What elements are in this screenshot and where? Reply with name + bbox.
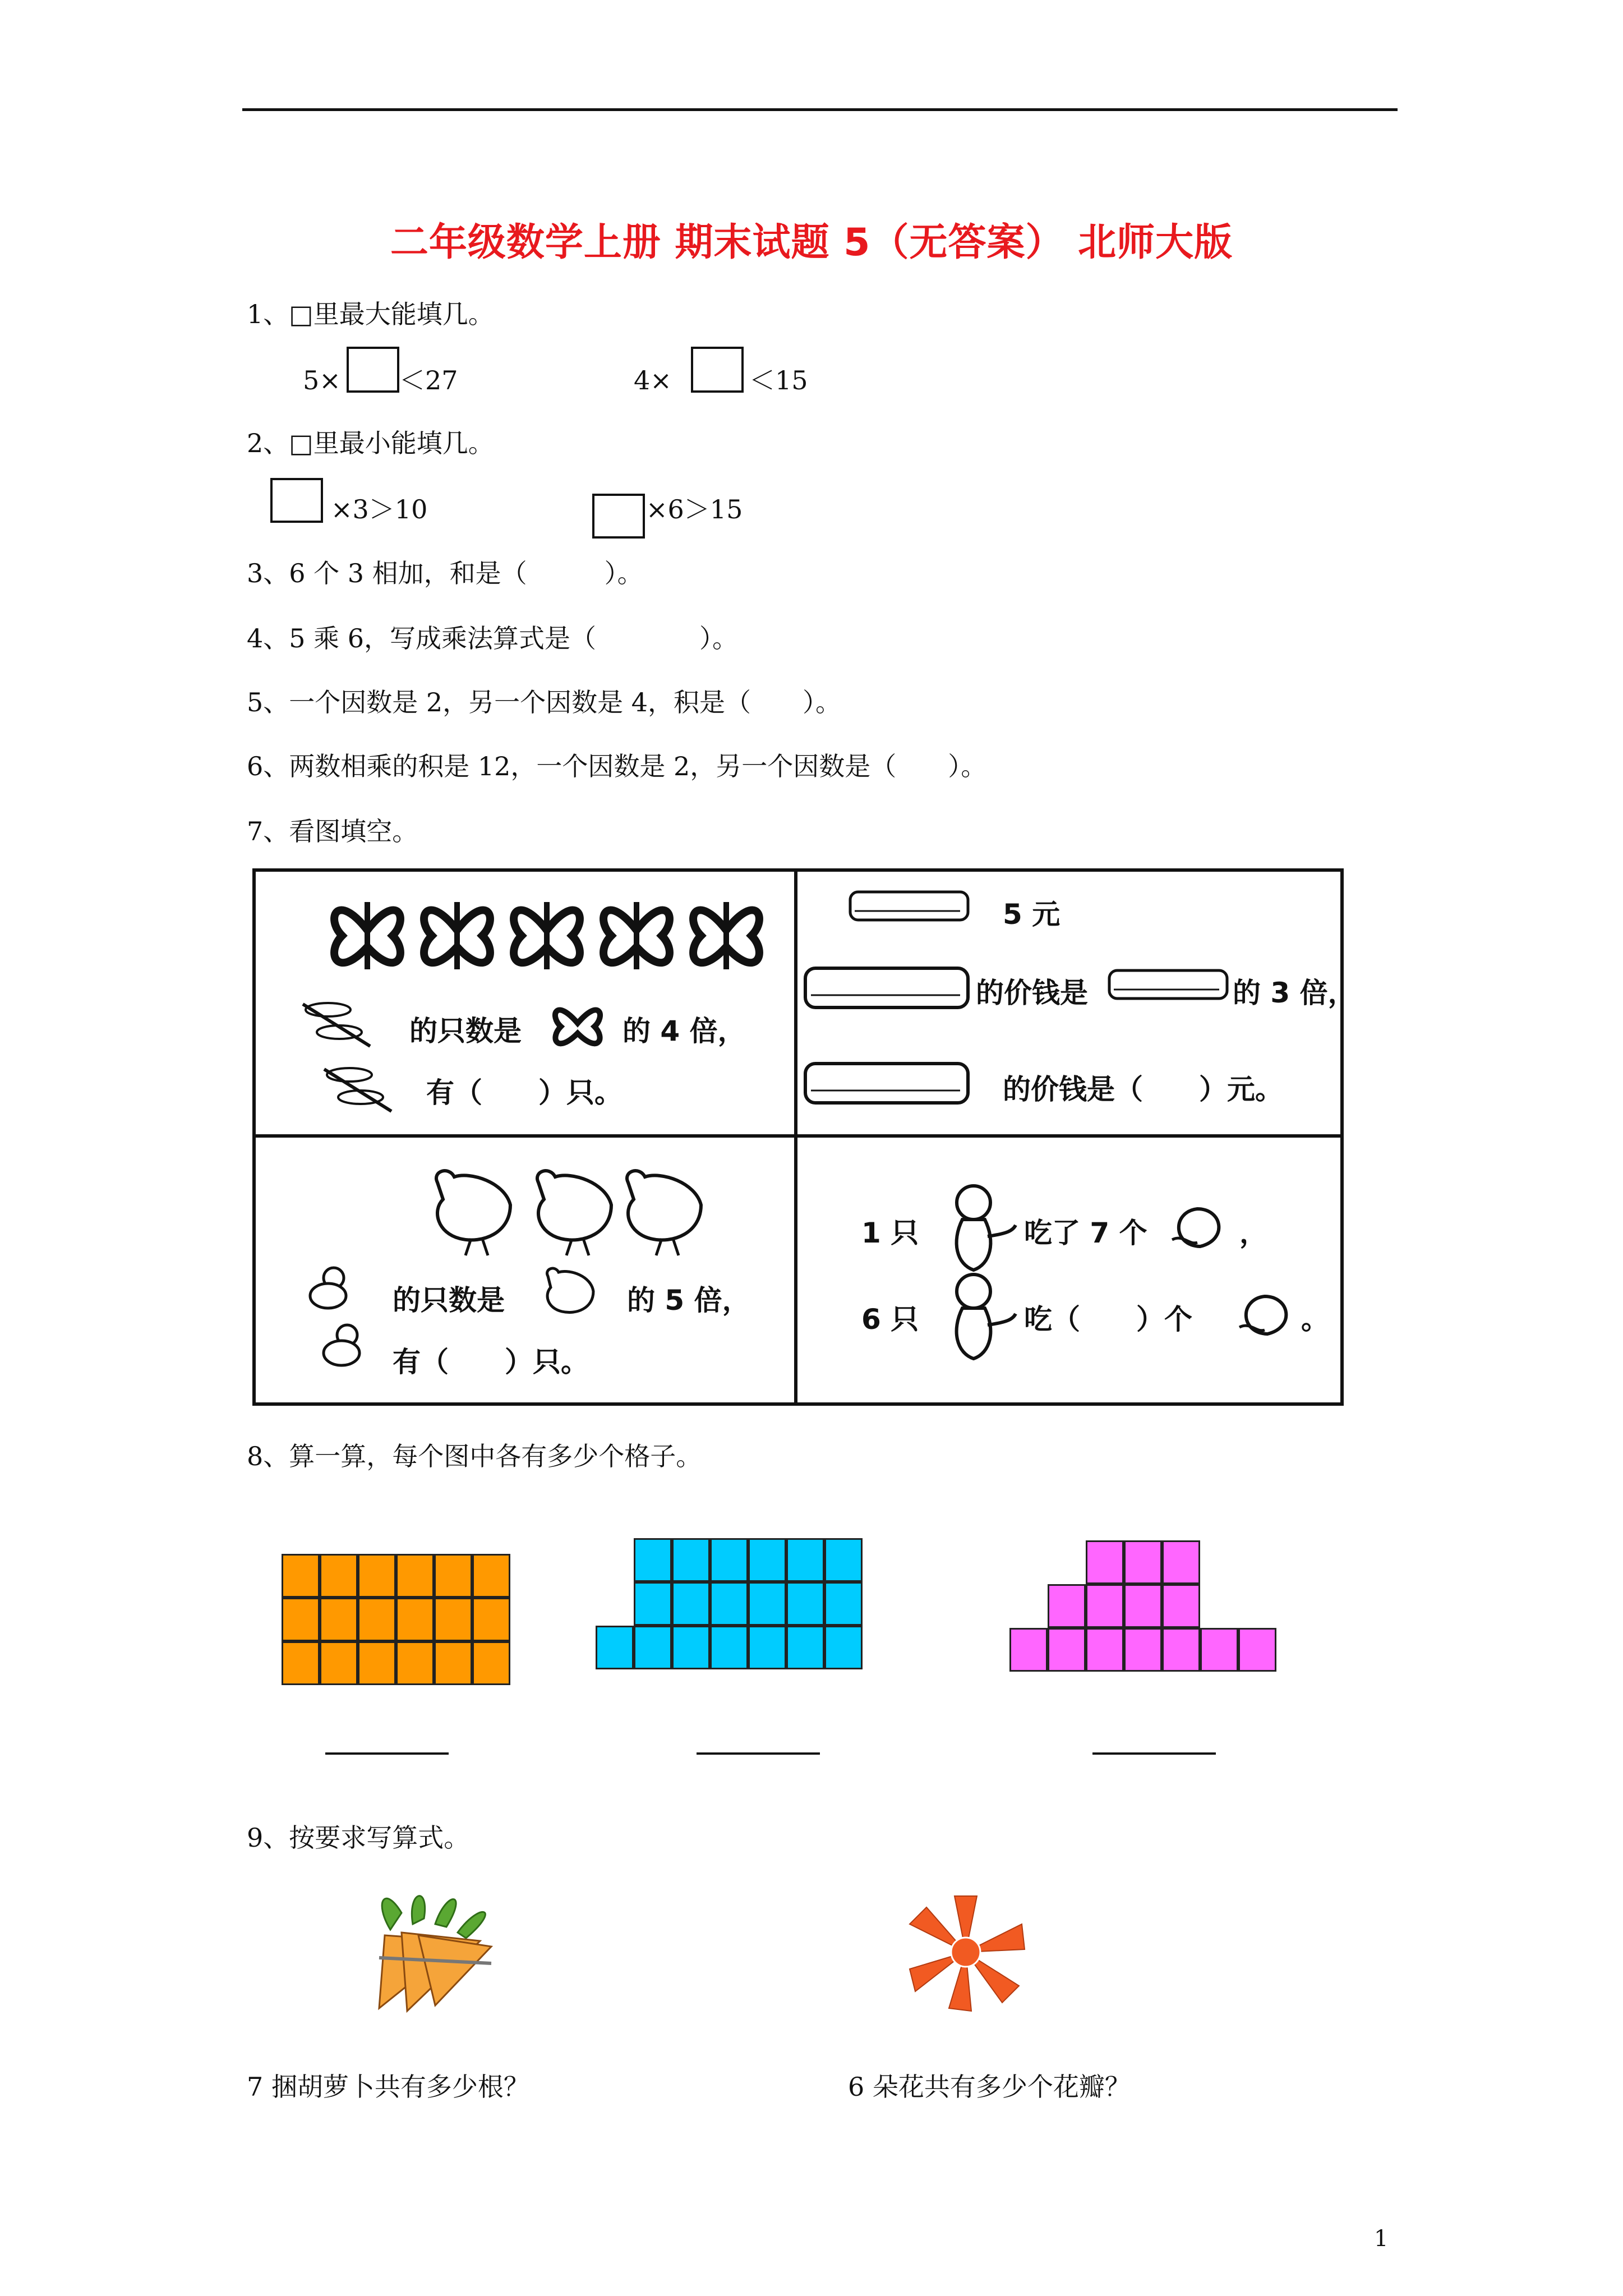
magenta-grid-cell bbox=[1009, 1628, 1048, 1672]
chick-icon bbox=[316, 1318, 367, 1369]
butterfly-icon bbox=[550, 994, 606, 1050]
p1-line2-text: 有（ ）只。 bbox=[426, 1076, 623, 1109]
orange-grid-cell bbox=[358, 1554, 396, 1598]
magenta-grid-cell bbox=[1162, 1540, 1200, 1584]
q1-left-answer-box[interactable] bbox=[347, 347, 399, 393]
magenta-answer-line[interactable] bbox=[1092, 1752, 1216, 1755]
q1-left-prefix: 5× bbox=[303, 365, 341, 395]
butterfly-icon bbox=[603, 902, 670, 969]
chocolate-bar-icon bbox=[848, 886, 971, 926]
orange-grid-cell bbox=[358, 1598, 396, 1641]
q1-right-answer-box[interactable] bbox=[691, 347, 744, 393]
p4-line2-text-b: 吃（ ）个 bbox=[1024, 1303, 1192, 1336]
butterfly-icon bbox=[514, 902, 580, 969]
orange-grid-figure bbox=[282, 1554, 510, 1685]
p1-line1-text-a: 的只数是 bbox=[409, 1015, 522, 1047]
cyan-grid-cell bbox=[824, 1626, 863, 1669]
magenta-grid-cell bbox=[1086, 1628, 1124, 1672]
magenta-grid-cell bbox=[1048, 1628, 1086, 1672]
q2-right-suffix: ×6＞15 bbox=[646, 494, 743, 524]
chocolate-bar-icon bbox=[803, 963, 971, 1013]
q9-flower-question: 6 朵花共有多少个花瓣？ bbox=[848, 2072, 1131, 2102]
question-2: 2、□里最小能填几。 bbox=[247, 428, 494, 458]
magenta-grid-cell bbox=[1124, 1628, 1162, 1672]
orange-grid-cell bbox=[320, 1641, 358, 1685]
page-title: 二年级数学上册 期末试题 5（无答案） 北师大版 bbox=[390, 220, 1233, 265]
orange-grid-cell bbox=[282, 1598, 320, 1641]
question-8: 8、算一算，每个图中各有多少个格子。 bbox=[247, 1441, 702, 1471]
p4-line1-text-b: 吃了 7 个 bbox=[1024, 1217, 1147, 1249]
butterfly-row bbox=[325, 885, 785, 986]
q1-left-suffix: ＜27 bbox=[399, 365, 458, 395]
cyan-grid-cell bbox=[786, 1626, 824, 1669]
carrot-bundle-icon bbox=[351, 1879, 514, 2014]
p3-line1-text-a: 的只数是 bbox=[393, 1284, 505, 1317]
cyan-grid-cell bbox=[596, 1626, 634, 1669]
chick-icon bbox=[303, 1261, 353, 1312]
cyan-grid-cell bbox=[634, 1626, 672, 1669]
magenta-grid-figure bbox=[1009, 1540, 1276, 1672]
orange-grid-cell bbox=[434, 1641, 472, 1685]
cyan-grid-cell bbox=[710, 1538, 748, 1582]
dragonfly-icon bbox=[319, 1058, 397, 1120]
magenta-grid-cell bbox=[1238, 1628, 1276, 1672]
q2-right-answer-box[interactable] bbox=[592, 494, 645, 539]
cyan-grid-cell bbox=[786, 1582, 824, 1626]
peach-icon bbox=[1234, 1288, 1295, 1338]
orange-grid-cell bbox=[396, 1598, 434, 1641]
cyan-grid-cell bbox=[672, 1582, 710, 1626]
cyan-grid-cell bbox=[824, 1538, 863, 1582]
cyan-grid-cell bbox=[710, 1582, 748, 1626]
magenta-grid-cell bbox=[1162, 1584, 1200, 1628]
p2-line2-text-a: 的价钱是 bbox=[976, 977, 1088, 1009]
hen-icon bbox=[436, 1171, 510, 1255]
dragonfly-icon bbox=[297, 993, 376, 1055]
p1-line1-text-b: 的 4 倍， bbox=[623, 1015, 746, 1047]
hen-icon bbox=[540, 1262, 596, 1318]
magenta-grid-cell bbox=[1086, 1540, 1124, 1584]
q7-table-horizontal-divider bbox=[252, 1134, 1344, 1138]
q9-carrot-question: 7 捆胡萝卜共有多少根？ bbox=[247, 2072, 529, 2102]
magenta-grid-cell bbox=[1124, 1540, 1162, 1584]
cyan-grid-cell bbox=[748, 1582, 786, 1626]
orange-grid-cell bbox=[396, 1554, 434, 1598]
orange-grid-cell bbox=[320, 1554, 358, 1598]
p4-line1-text-a: 1 只 bbox=[861, 1217, 919, 1249]
q1-right-suffix: ＜15 bbox=[749, 365, 808, 395]
butterfly-icon bbox=[693, 902, 759, 969]
hen-row bbox=[426, 1160, 707, 1261]
p2-price-text: 5 元 bbox=[1003, 898, 1061, 931]
orange-answer-line[interactable] bbox=[325, 1752, 449, 1755]
q2-left-suffix: ×3＞10 bbox=[331, 494, 428, 524]
cyan-grid-cell bbox=[634, 1582, 672, 1626]
header-rule bbox=[242, 108, 1398, 111]
q1-right-prefix: 4× bbox=[634, 365, 672, 395]
orange-grid-cell bbox=[320, 1598, 358, 1641]
cyan-grid-cell bbox=[672, 1538, 710, 1582]
p3-line1-text-b: 的 5 倍， bbox=[627, 1284, 750, 1317]
cyan-grid-cell bbox=[786, 1538, 824, 1582]
magenta-grid-cell bbox=[1124, 1584, 1162, 1628]
page-number: 1 bbox=[1374, 2226, 1389, 2252]
question-3: 3、6 个 3 相加，和是（ ）。 bbox=[247, 558, 643, 588]
monkey-icon bbox=[940, 1269, 1018, 1364]
orange-grid-cell bbox=[282, 1554, 320, 1598]
cyan-grid-cell bbox=[710, 1626, 748, 1669]
cyan-grid-cell bbox=[672, 1626, 710, 1669]
cyan-grid-cell bbox=[748, 1538, 786, 1582]
magenta-grid-cell bbox=[1048, 1584, 1086, 1628]
question-4: 4、5 乘 6，写成乘法算式是（ ）。 bbox=[247, 623, 739, 654]
cyan-grid-figure bbox=[596, 1538, 863, 1669]
orange-grid-cell bbox=[434, 1554, 472, 1598]
cyan-grid-cell bbox=[748, 1626, 786, 1669]
p3-line2-text: 有（ ）只。 bbox=[393, 1346, 589, 1378]
flower-icon bbox=[904, 1890, 1027, 2019]
hen-icon bbox=[627, 1171, 701, 1255]
cyan-answer-line[interactable] bbox=[697, 1752, 820, 1755]
peach-icon bbox=[1166, 1200, 1228, 1251]
p4-line2-text-a: 6 只 bbox=[861, 1303, 919, 1336]
butterfly-icon bbox=[424, 902, 490, 969]
monkey-icon bbox=[940, 1180, 1018, 1276]
magenta-grid-cell bbox=[1086, 1584, 1124, 1628]
chocolate-bar-icon bbox=[803, 1058, 971, 1108]
orange-grid-cell bbox=[472, 1641, 510, 1685]
q2-left-answer-box[interactable] bbox=[270, 478, 323, 523]
cyan-grid-cell bbox=[824, 1582, 863, 1626]
hen-icon bbox=[537, 1171, 611, 1255]
orange-grid-cell bbox=[472, 1598, 510, 1641]
question-6: 6、两数相乘的积是 12，一个因数是 2，另一个因数是（ ）。 bbox=[247, 751, 987, 781]
question-9: 9、按要求写算式。 bbox=[247, 1823, 470, 1853]
question-1: 1、□里最大能填几。 bbox=[247, 299, 494, 329]
orange-grid-cell bbox=[434, 1598, 472, 1641]
orange-grid-cell bbox=[396, 1641, 434, 1685]
question-5: 5、一个因数是 2，另一个因数是 4，积是（ ）。 bbox=[247, 687, 842, 717]
magenta-grid-cell bbox=[1200, 1628, 1238, 1672]
chocolate-bar-icon bbox=[1107, 965, 1230, 1004]
question-7: 7、看图填空。 bbox=[247, 816, 418, 846]
orange-grid-cell bbox=[472, 1554, 510, 1598]
p4-line2-text-c: 。 bbox=[1301, 1303, 1329, 1336]
p4-line1-text-c: ， bbox=[1239, 1217, 1267, 1249]
orange-grid-cell bbox=[358, 1641, 396, 1685]
p2-line2-text-b: 的 3 倍， bbox=[1233, 977, 1356, 1009]
magenta-grid-cell bbox=[1162, 1628, 1200, 1672]
cyan-grid-cell bbox=[634, 1538, 672, 1582]
butterfly-icon bbox=[334, 902, 400, 969]
orange-grid-cell bbox=[282, 1641, 320, 1685]
p2-line3-text: 的价钱是（ ）元。 bbox=[1003, 1073, 1283, 1106]
